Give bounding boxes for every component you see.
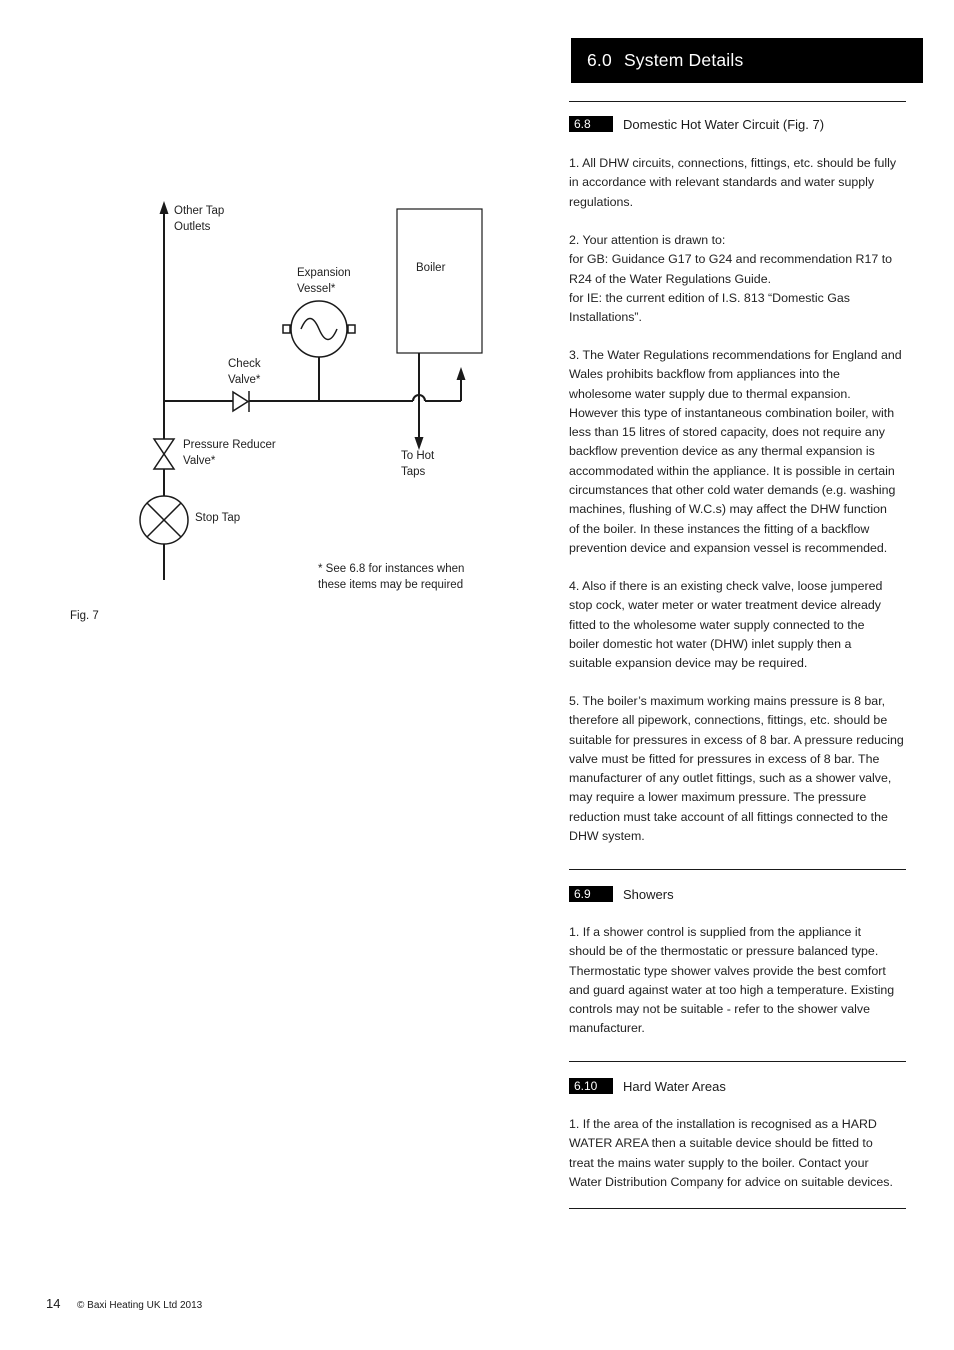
paragraph-6-9-1: 1. If a shower control is supplied from the appliance it should be of the thermostatic or pressure balanced type. Thermostatic type shower valves provide the best comfort and guard against water at too high a temperature. Existing controls may not be suitable - refer to the shower valve manufacturer. (569, 925, 895, 1036)
check-valve-icon (233, 391, 249, 412)
section-title: Showers (623, 886, 674, 902)
label-to-hot-taps: To Hot Taps (401, 450, 435, 478)
paragraph-6-8-1: 1. All DHW circuits, connections, fittings, etc. should be fully in accordance with relevant standards and water supply regulations. (569, 156, 897, 209)
label-boiler: Boiler (416, 262, 446, 274)
figure-label: Fig. 7 (70, 610, 99, 622)
label-expansion-vessel: Expansion Vessel* (297, 267, 351, 295)
boiler-box (397, 209, 482, 353)
paragraph-6-8-4: 4. Also if there is an existing check valve, loose jumpered stop cock, water meter or water treatment device already fitted to the wholesome water supply connected to the boiler domestic hot water (DHW) inlet supply then a suitable expansion device may be required. (569, 579, 883, 671)
paragraph-6-8-2: 2. Your attention is drawn to: for GB: Guidance G17 to G24 and recommendation R17 to R24 of the Water Regulations Guide. for IE: the current edition of I.S. 813 “Domestic Gas Installations”. (569, 233, 893, 325)
section-divider (569, 1061, 906, 1062)
section-divider (569, 869, 906, 870)
section-divider (569, 1208, 906, 1209)
section-header-title: System Details (623, 50, 744, 70)
section-number-badge: 6.9 (569, 886, 613, 902)
copyright: © Baxi Heating UK Ltd 2013 (77, 1300, 203, 1311)
stop-tap-icon (140, 496, 188, 544)
section-heading-6-10 (569, 1078, 726, 1094)
label-check-valve: Check Valve* (228, 358, 261, 386)
label-stop-tap: Stop Tap (195, 512, 241, 524)
section-heading-6-8 (569, 116, 824, 132)
label-pressure-reducer: Pressure Reducer Valve* (183, 439, 276, 467)
paragraph-6-8-3: 3. The Water Regulations recommendations for England and Wales prohibits backflow from appliances into the wholesome water supply due to thermal expansion. However this type of instantaneous combination boiler, with less than 15 litres of stored capacity, does not require any backflow prevention device as any thermal expansion is accommodated within the appliance. It is possible in certain circumstances that other cold water demands (e.g. washing machines, flushing of W.C.s) may affect the DHW function of the boiler. In these instances the fitting of a backflow prevention device and expansion vessel is recommended. (569, 348, 902, 555)
section-title: Hard Water Areas (623, 1078, 726, 1094)
expansion-vessel-icon (283, 301, 355, 357)
page-number: 14 (46, 1296, 61, 1311)
diagram-note: * See 6.8 for instances when these items may be required (318, 563, 465, 591)
section-title: Domestic Hot Water Circuit (Fig. 7) (623, 116, 825, 132)
section-header-number: 6.0 (587, 50, 612, 70)
section-number-badge: 6.10 (569, 1078, 613, 1094)
pressure-reducer-valve-icon (154, 439, 174, 469)
paragraph-6-10-1: 1. If the area of the installation is recognised as a HARD WATER AREA then a suitable device should be fitted to treat the mains water supply to the boiler. Contact your Water Distribution Company for advice on suitable devices. (569, 1117, 893, 1189)
arrow-up-icon (160, 201, 169, 214)
label-other-tap-outlets: Other Tap Outlets (174, 205, 225, 233)
paragraph-6-8-5: 5. The boiler’s maximum working mains pressure is 8 bar, therefore all pipework, connections, fittings, etc. should be suitable for pressures in excess of 8 bar. A pressure reducing valve must be fitted for pressures in excess of 8 bar. The manufacturer of any outlet fittings, such as a shower valve, may require a lower maximum pressure. The pressure reduction must take account of all fittings connected to the DHW system. (569, 694, 904, 844)
arrow-up-icon (457, 367, 466, 380)
dhw-circuit-diagram (0, 0, 560, 640)
section-header-bar (571, 38, 923, 83)
arrow-down-icon (415, 437, 424, 450)
section-divider (569, 101, 906, 102)
section-heading-6-9 (569, 886, 674, 902)
section-number-badge: 6.8 (569, 116, 613, 132)
